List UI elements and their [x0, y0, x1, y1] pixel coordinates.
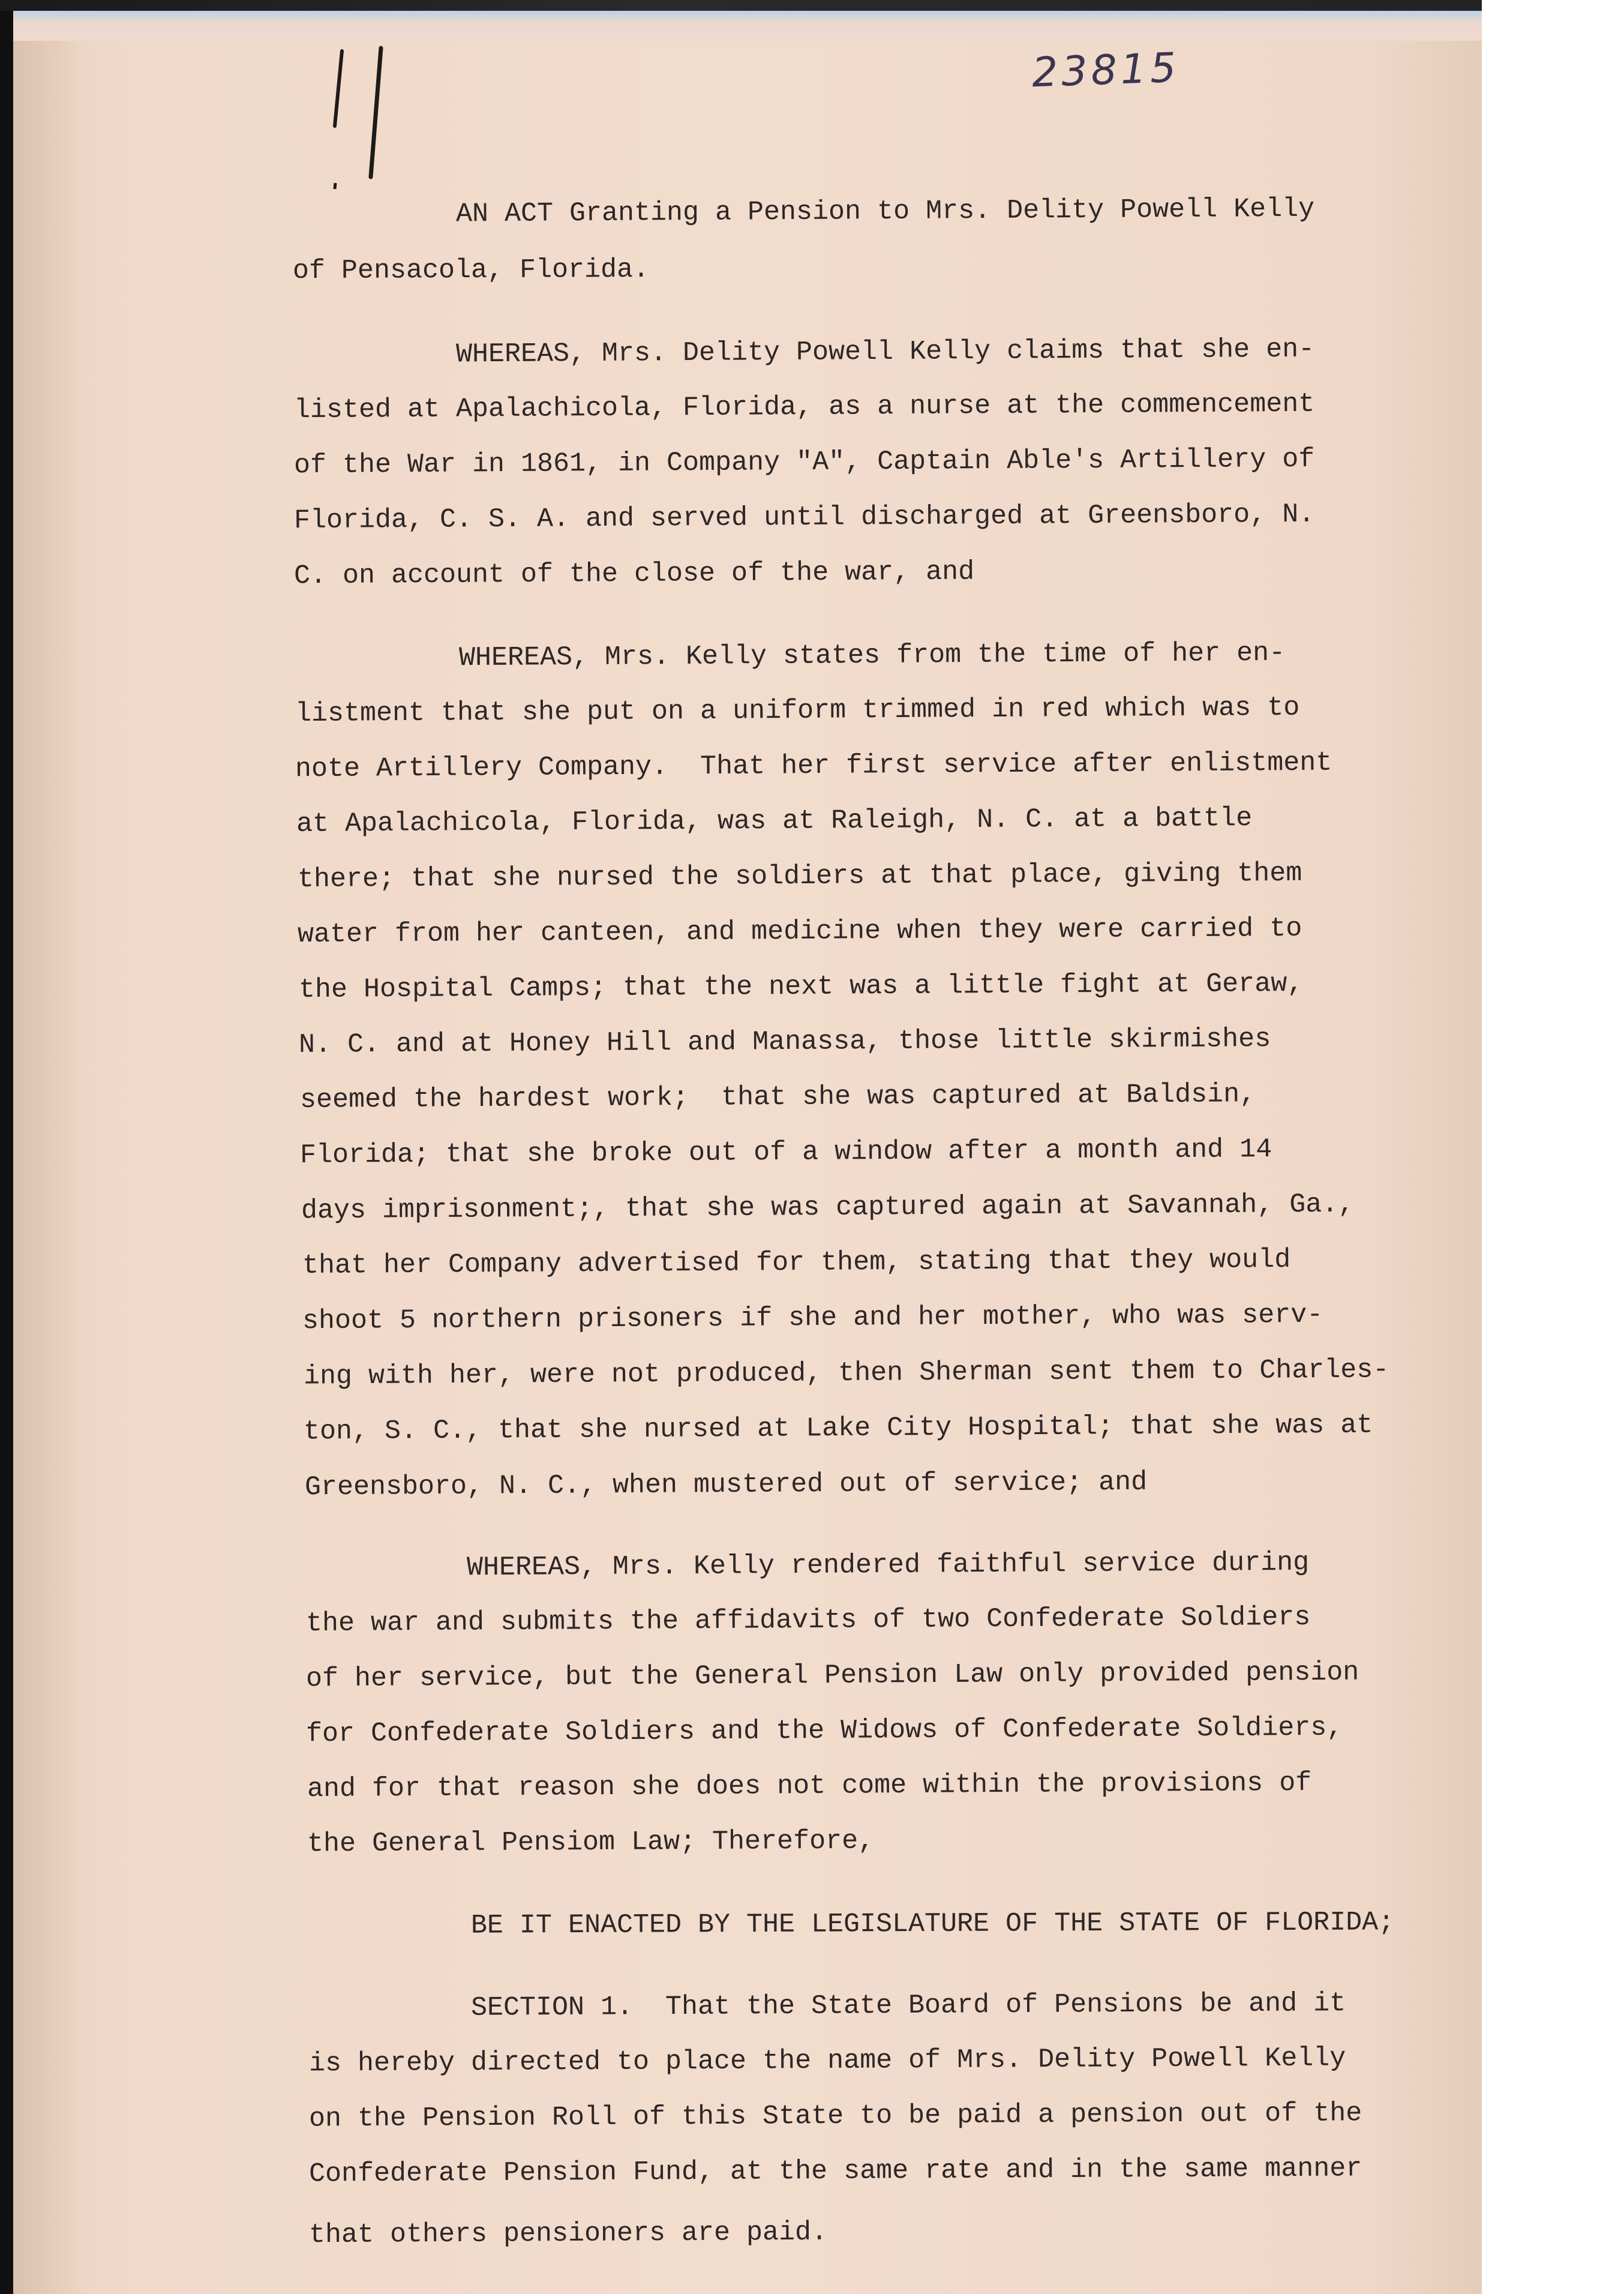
section-line: SECTION 1. That the State Board of Pensions be and it	[470, 1988, 1346, 2023]
section-line: that others pensioners are paid.	[308, 2217, 828, 2251]
text-line: water from her canteen, and medicine when they were carried to	[297, 913, 1302, 950]
handwritten-number: 23815	[1031, 44, 1181, 97]
text-line: N. C. and at Honey Hill and Manassa, those little skirmishes	[298, 1024, 1271, 1060]
text-line: Florida; that she broke out of a window after a month and 14	[299, 1134, 1272, 1171]
text-line: listment that she put on a uniform trimmed in red which was to	[295, 692, 1300, 730]
text-line: ing with her, were not produced, then Sherman sent them to Charles-	[303, 1354, 1389, 1392]
paper-top-edge	[13, 11, 1483, 41]
act-title-line: of Pensacola, Florida.	[292, 254, 650, 287]
text-line: seemed the hardest work; that she was captured at Baldsin,	[299, 1079, 1256, 1115]
scanner-background	[1482, 0, 1624, 2294]
text-line: at Apalachicola, Florida, was at Raleigh, N. C. at a battle	[296, 803, 1253, 839]
handwritten-tick-marks	[330, 42, 396, 192]
text-line: of her service, but the General Pension Law only provided pension	[305, 1657, 1359, 1695]
section-line: on the Pension Roll of this State to be paid a pension out of the	[308, 2098, 1362, 2134]
enacting-clause: BE IT ENACTED BY THE LEGISLATURE OF THE STATE OF FLORIDA;	[470, 1907, 1395, 1941]
text-line: that her Company advertised for them, stating that they would	[302, 1244, 1291, 1282]
text-line: the General Pensiom Law; Therefore,	[307, 1825, 875, 1860]
text-line: WHEREAS, Mrs. Kelly states from the time of her en-	[458, 637, 1286, 674]
text-line: Florida, C. S. A. and served until discharged at Greensboro, N.	[293, 499, 1315, 536]
text-line: and for that reason she does not come within the provisions of	[307, 1767, 1312, 1805]
text-line: WHEREAS, Mrs. Delity Powell Kelly claims that she en-	[455, 334, 1315, 370]
text-line: for Confederate Soldiers and the Widows of Confederate Soldiers,	[305, 1712, 1343, 1750]
text-line: there; that she nursed the soldiers at that place, giving them	[297, 857, 1302, 895]
text-line: C. on account of the close of the war, and	[293, 556, 975, 592]
scanner-left-border	[0, 0, 13, 2294]
text-line: the Hospital Camps; that the next was a little fight at Geraw,	[298, 968, 1304, 1006]
text-line: Greensboro, N. C., when mustered out of service; and	[304, 1467, 1148, 1503]
section-line: Confederate Pension Fund, at the same rate and in the same manner	[308, 2153, 1362, 2190]
text-line: ton, S. C., that she nursed at Lake City Hospital; that she was at	[303, 1410, 1373, 1447]
section-line: is hereby directed to place the name of Mrs. Delity Powell Kelly	[308, 2043, 1346, 2079]
text-line: the war and submits the affidavits of two Confederate Soldiers	[305, 1602, 1311, 1639]
text-line: shoot 5 northern prisoners if she and her mother, who was serv-	[302, 1299, 1323, 1337]
scanner-top-border	[0, 0, 1624, 11]
text-line: days imprisonment;, that she was captured again at Savannah, Ga.,	[301, 1189, 1355, 1227]
text-line: WHEREAS, Mrs. Kelly rendered faithful service during	[466, 1547, 1310, 1584]
act-title-line: AN ACT Granting a Pension to Mrs. Delity Powell Kelly	[455, 193, 1315, 230]
paper-shadow	[13, 36, 85, 2294]
text-line: listed at Apalachicola, Florida, as a nurse at the commencement	[293, 388, 1315, 426]
text-line: note Artillery Company. That her first service after enlistment	[295, 747, 1332, 785]
text-line: of the War in 1861, in Company "A", Captain Able's Artillery of	[293, 443, 1315, 481]
